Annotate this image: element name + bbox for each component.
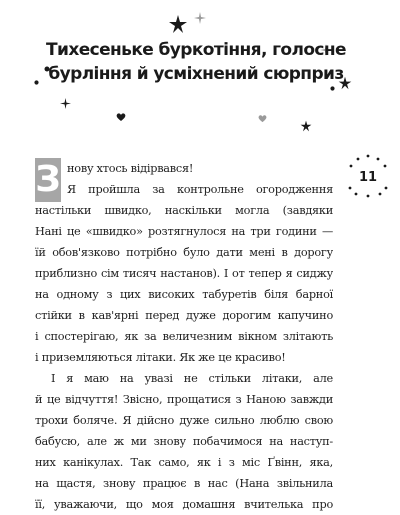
chapter-title bbox=[20, 38, 372, 86]
text-line: настільки швидко, наскільки могла (завдяки bbox=[35, 204, 333, 217]
heart-icon bbox=[116, 112, 126, 122]
chapter-title-line: Тихесенькe буркотіння, голосне bbox=[46, 40, 346, 60]
text-line: них канікулах. Так само, як і з міс Ґвінн, яка, bbox=[35, 456, 333, 469]
text-line: трохи боляче. Я дійсно дуже сильно люблю свою bbox=[35, 414, 333, 427]
dot-icon bbox=[330, 86, 335, 91]
text-line: і приземляються літаки. Як же це красиво! bbox=[35, 351, 286, 364]
text-line: І я маю на увазі не стільки літаки, але bbox=[51, 372, 333, 385]
text-line: на одному з цих високих табуретів біля барної bbox=[35, 288, 333, 301]
text-line: Я пройшла за контрольне огородження bbox=[67, 183, 333, 196]
text-line: на щастя, знову працює в нас (Нана звільнила bbox=[35, 477, 333, 490]
text-line: і спостерігаю, як за величезним вікном злітають bbox=[35, 330, 333, 343]
body-text bbox=[35, 158, 333, 515]
heart-icon bbox=[258, 114, 267, 123]
text-line: Нані це «швидко» розтягнулося на три години — bbox=[35, 225, 333, 238]
text-line: їй обов'язково потрібно було дати мені в дорогу bbox=[35, 246, 333, 259]
star-icon bbox=[300, 120, 312, 132]
sparkle-icon bbox=[60, 98, 71, 109]
text-line: й це відчуття! Звісно, прощатися з Наною завжди bbox=[35, 393, 333, 406]
page-number: 11 bbox=[358, 170, 378, 185]
text-line: бабусю, але ж ми знову побачимося на наступ- bbox=[35, 435, 333, 448]
text-line: нову хтось відірвався! bbox=[67, 162, 194, 175]
sparkle-icon bbox=[194, 12, 206, 24]
text-line: стійки в кав'ярні перед дуже дорогим капучино bbox=[35, 309, 333, 322]
drop-cap: З bbox=[35, 159, 61, 200]
text-line: її, уважаючи, що моя домашня вчителька про bbox=[35, 498, 333, 511]
text-line: приблизно сім тисяч настанов). І от тепер я сиджу bbox=[35, 267, 333, 280]
chapter-title-line: бурління й усміхнений сюрприз bbox=[48, 64, 344, 84]
star-icon bbox=[168, 14, 188, 34]
